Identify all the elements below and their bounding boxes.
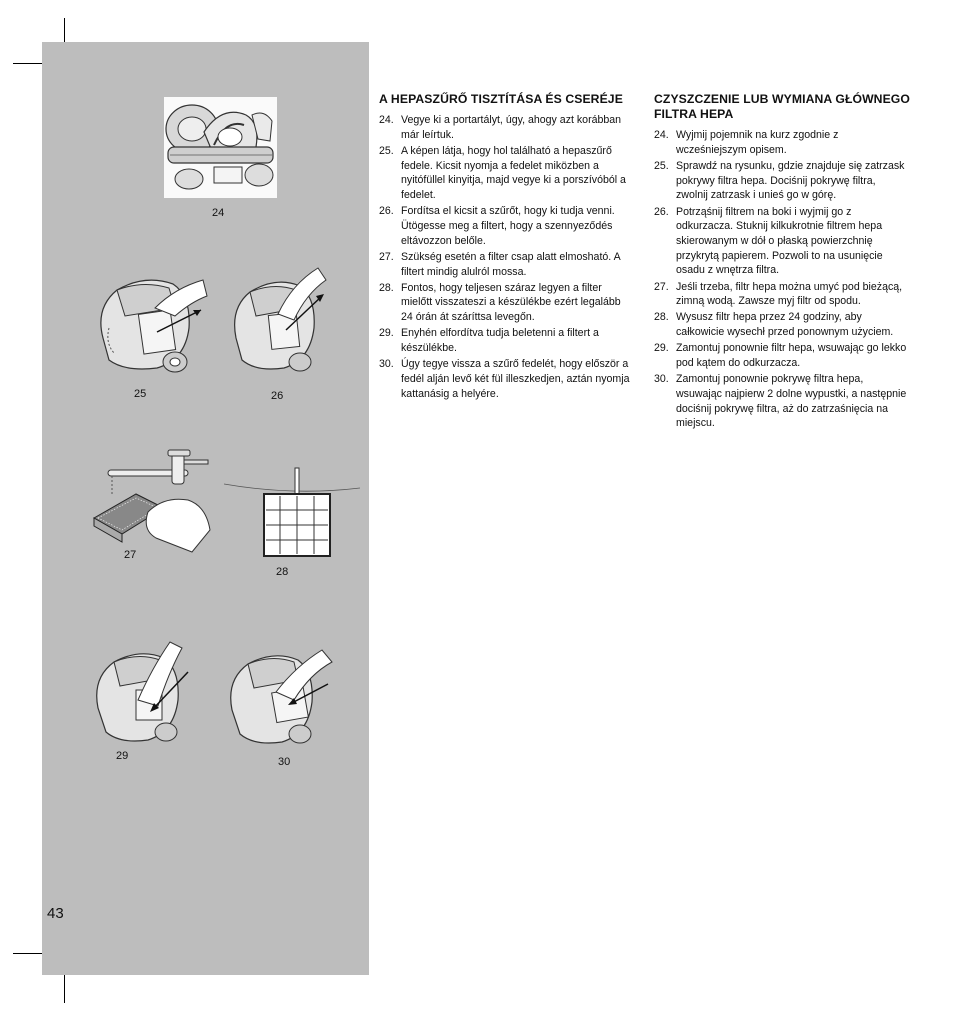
- step-item: [379, 250, 635, 279]
- step-number: 27.: [379, 250, 394, 263]
- section-heading: CZYSZCZENIE LUB WYMIANA GŁÓWNEGO FILTRA HEPA: [654, 92, 910, 121]
- step-text: Sprawdź na rysunku, gdzie znajduje się zatrzask pokrywy filtra hepa. Dociśnij pokrywę filtra, zwolnij zatrzask i unieś go w górę.: [676, 159, 905, 202]
- step-text: Fontos, hogy teljesen száraz legyen a filter mielőtt visszateszi a készülékbe ezért legalább 24 órán át száríttsa levegőn.: [401, 281, 621, 324]
- figure-label: 29: [116, 750, 129, 762]
- step-text: Szükség esetén a filter csap alatt elmosható. A filtert mindig alulról mossa.: [401, 250, 621, 278]
- step-number: 29.: [654, 342, 669, 355]
- step-text: Potrząśnij filtrem na boki i wyjmij go z odkurzacza. Stuknij kilkukrotnie filtrem hepa skierowanym w dół o płaską powierzchnię przykrytą papierem. Pozwoli to na usunięcie osadu z wnętrza filtra.: [676, 205, 883, 277]
- section-heading: A HEPASZŰRŐ TISZTÍTÁSA ÉS CSERÉJE: [379, 92, 623, 106]
- steps-list: [379, 113, 635, 401]
- page-number: 43: [47, 905, 64, 922]
- figure-label: 26: [271, 390, 284, 402]
- step-text: Fordítsa el kicsit a szűrőt, hogy ki tudja venni. Ütögesse meg a filtert, hogy a szennyeződés eltávozzon belőle.: [401, 205, 615, 247]
- step-item: [654, 128, 910, 157]
- step-number: 24.: [379, 114, 394, 126]
- step-number: 25.: [654, 159, 669, 172]
- step-item: [654, 205, 910, 279]
- step-number: 25.: [379, 144, 394, 157]
- step-number: 28.: [654, 311, 669, 324]
- step-number: 28.: [379, 281, 394, 294]
- step-text: Úgy tegye vissza a szűrő fedelét, hogy először a fedél alján levő két fül illeszkedjen, aztán nyomja kattanásig a helyére.: [401, 358, 630, 400]
- step-number: 26.: [654, 205, 669, 218]
- figure-30-illustration: [226, 644, 336, 748]
- figure-26-illustration: [230, 264, 330, 380]
- step-number: 30.: [654, 373, 669, 386]
- figure-label: 28: [276, 566, 289, 578]
- step-item: [379, 204, 635, 248]
- step-item: [654, 341, 910, 370]
- step-number: 29.: [379, 327, 394, 340]
- step-number: 27.: [654, 280, 669, 293]
- step-text: Wyjmij pojemnik na kurz zgodnie z wcześniejszym opisem.: [676, 129, 839, 156]
- step-item: [379, 281, 635, 325]
- figure-label: 30: [278, 756, 291, 768]
- figure-24-illustration: [164, 97, 277, 198]
- figure-label: 25: [134, 388, 147, 400]
- step-text: A képen látja, hogy hol található a hepaszűrő fedele. Kicsit nyomja a fedelet miközben a nyitófüllel kinyitja, majd vegye ki a porszívóból a fedelet.: [401, 144, 626, 202]
- figure-label: 27: [124, 549, 137, 561]
- hungarian-section: [379, 92, 635, 403]
- figure-28-illustration: [224, 466, 362, 562]
- step-number: 26.: [379, 205, 394, 218]
- step-number: 30.: [379, 358, 394, 371]
- step-text: Zamontuj ponownie pokrywę filtra hepa, wsuwając najpierw 2 dolne wypustki, a następnie dociśnij pokrywę filtra, aż do zatrzaśnięcia na miejscu.: [676, 373, 907, 430]
- step-item: [654, 310, 910, 339]
- step-item: [379, 357, 635, 401]
- figure-27-illustration: [92, 446, 216, 554]
- steps-list: [654, 128, 910, 431]
- step-item: [654, 372, 910, 431]
- figure-label: 24: [212, 207, 225, 219]
- polish-section: [654, 92, 910, 433]
- step-text: Vegye ki a portartályt, úgy, ahogy azt korábban már leírtuk.: [401, 114, 622, 141]
- step-text: Jeśli trzeba, filtr hepa można umyć pod bieżącą, zimną wodą. Zawsze myj filtr od spodu.: [676, 280, 903, 308]
- step-text: Enyhén elfordítva tudja beletenni a filtert a készülékbe.: [401, 327, 599, 355]
- step-item: [654, 159, 910, 203]
- step-number: 24.: [654, 129, 669, 141]
- step-text: Zamontuj ponownie filtr hepa, wsuwając go lekko pod kątem do odkurzacza.: [676, 342, 907, 370]
- step-item: [379, 144, 635, 203]
- step-item: [379, 326, 635, 355]
- step-item: [654, 280, 910, 309]
- figure-25-illustration: [95, 268, 210, 378]
- step-item: [379, 113, 635, 142]
- figure-29-illustration: [92, 640, 200, 748]
- step-text: Wysusz filtr hepa przez 24 godziny, aby całkowicie wysechł przed ponownym użyciem.: [676, 311, 894, 339]
